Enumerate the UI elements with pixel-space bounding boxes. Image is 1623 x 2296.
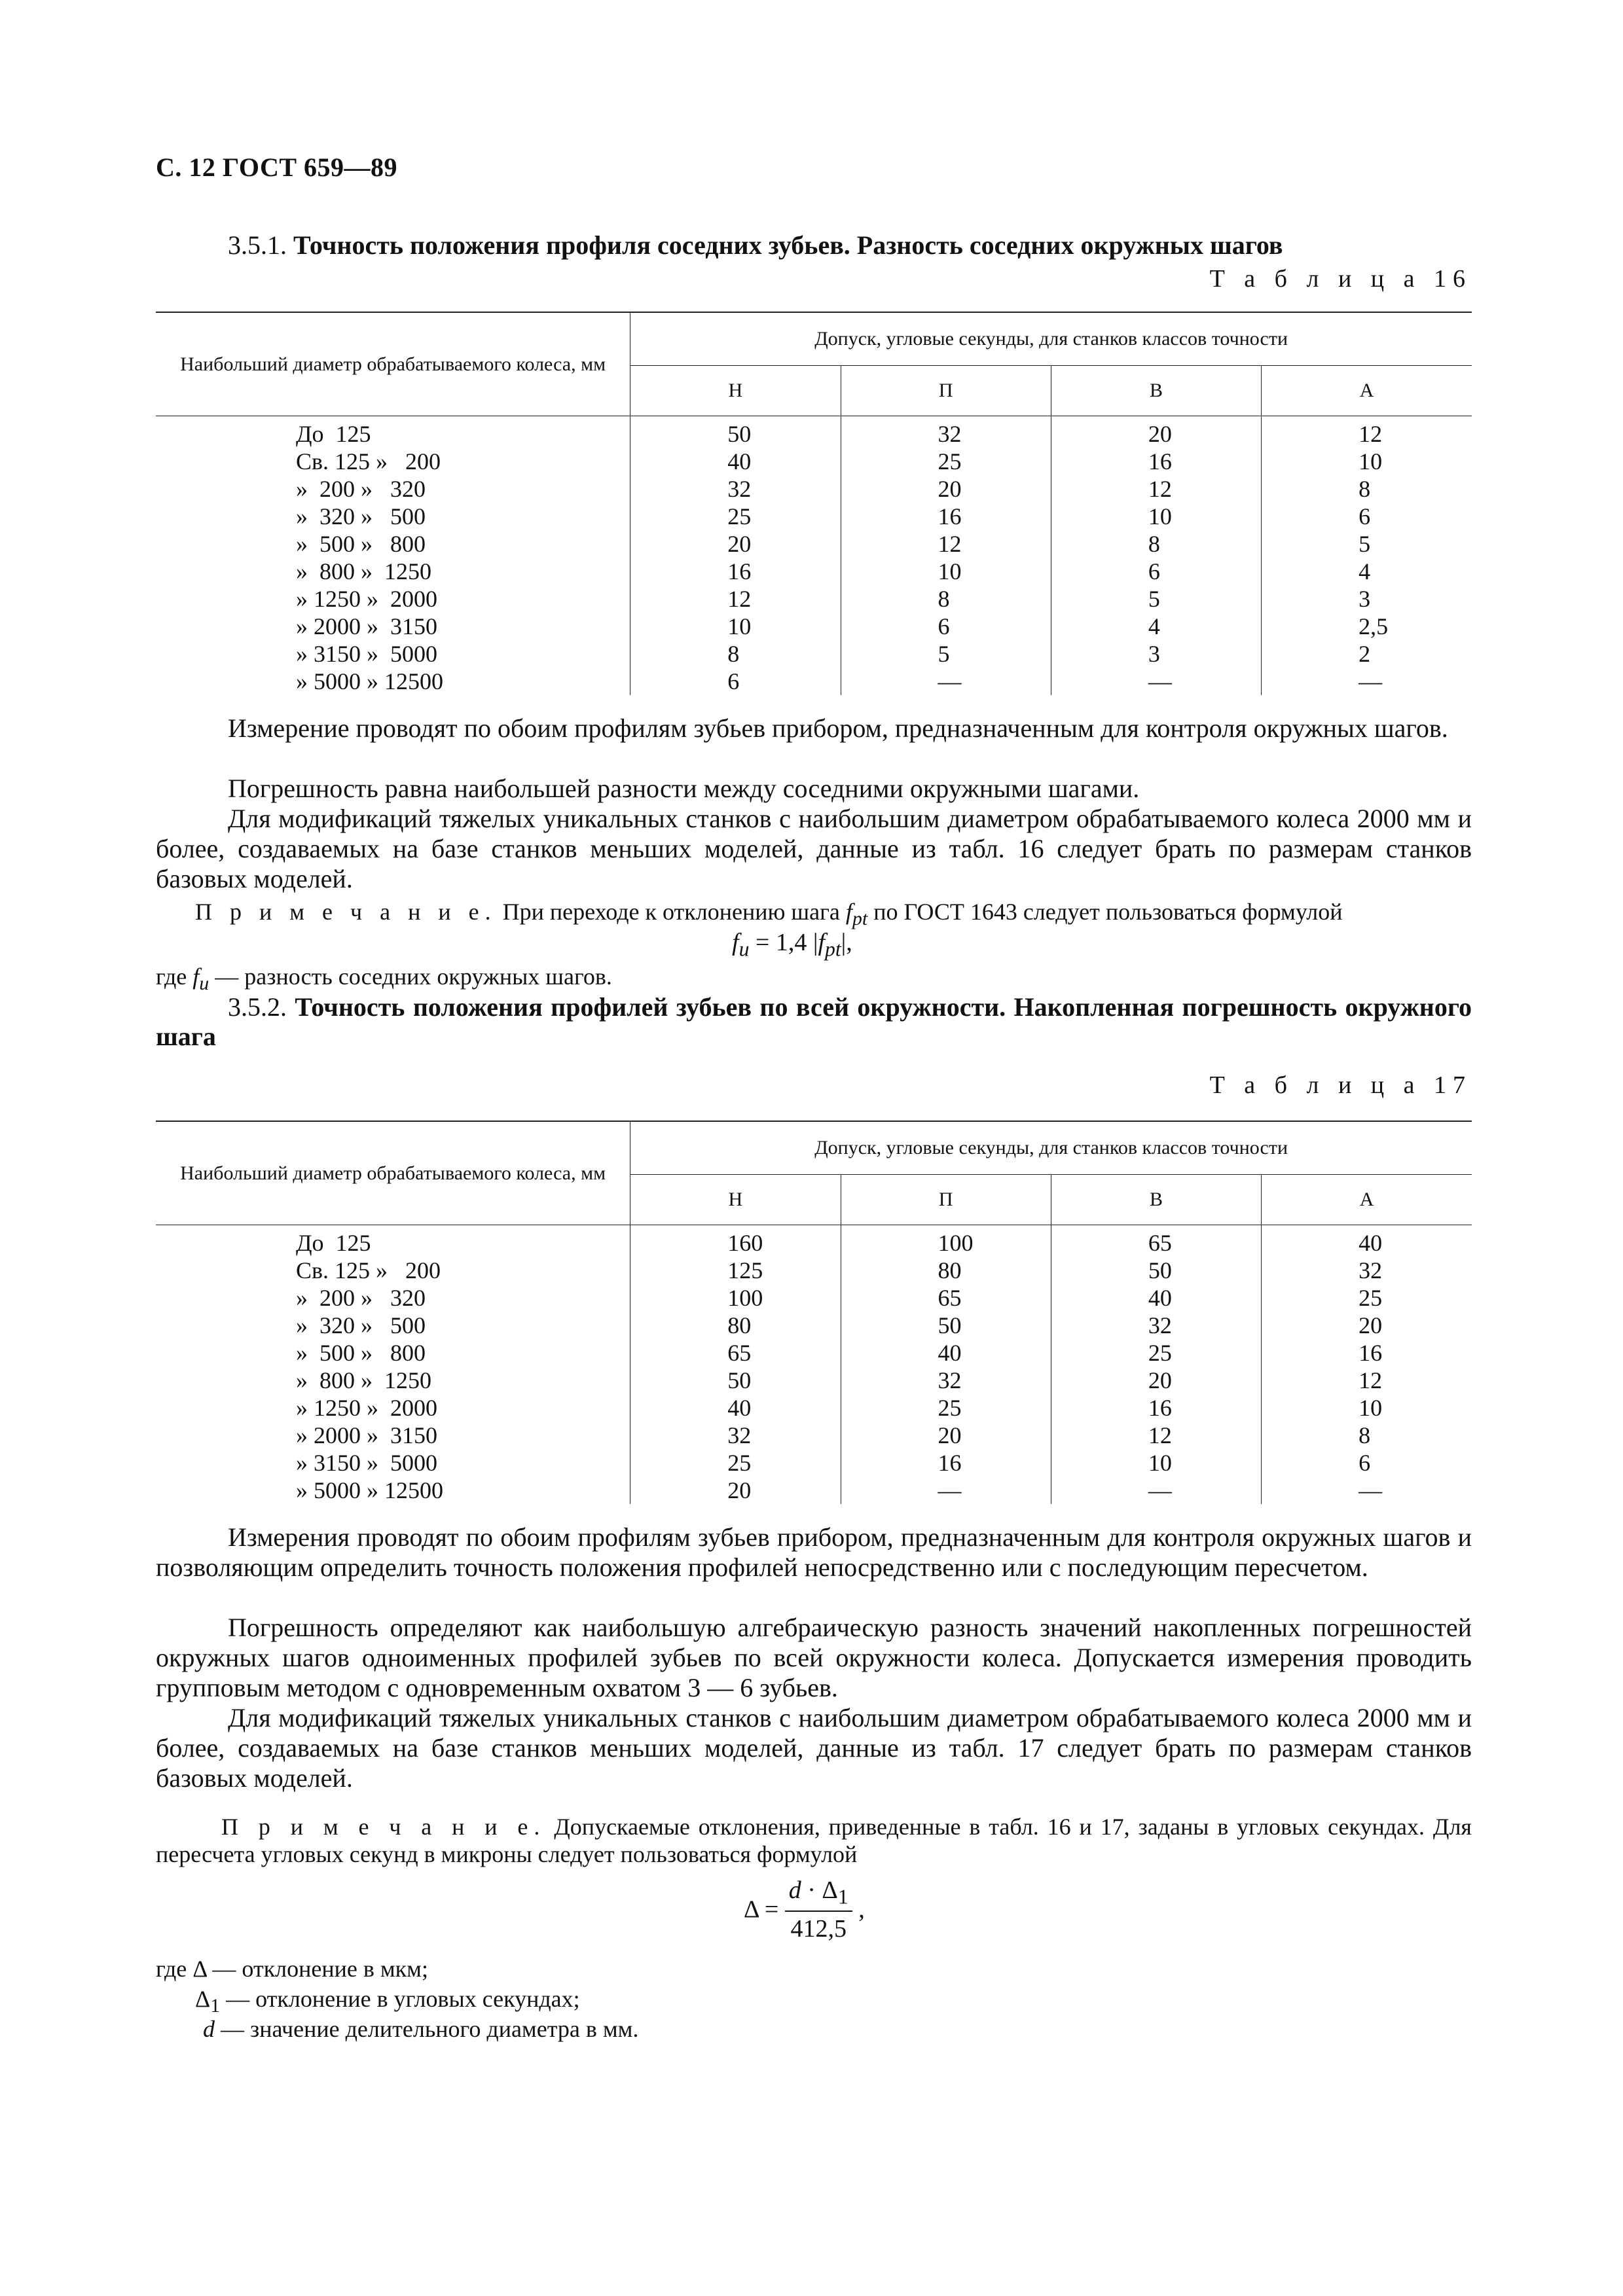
note-17 xyxy=(156,1813,1472,1868)
diameter-cell: Св. 125 » 200 xyxy=(296,1257,441,1283)
value-cell: 10 xyxy=(1051,503,1261,530)
value-cell: 50 xyxy=(1051,1257,1261,1284)
value-cell: — xyxy=(1051,1477,1261,1504)
diameter-cell: » 2000 » 3150 xyxy=(296,1422,437,1448)
subscript: 1 xyxy=(837,1885,848,1909)
value-cell: 8 xyxy=(630,640,841,668)
section-3-5-2-heading xyxy=(156,992,1472,1051)
class-header-n: Н xyxy=(630,366,841,416)
value-cell: 16 xyxy=(841,1449,1051,1477)
value-cell: 10 xyxy=(1051,1449,1261,1477)
value-cell: 100 xyxy=(841,1225,1051,1257)
class-header-v: В xyxy=(1051,366,1261,416)
value-cell: 65 xyxy=(1051,1225,1261,1257)
class-header-a: А xyxy=(1262,1175,1472,1225)
table-row xyxy=(156,585,1472,613)
value-cell: — xyxy=(841,1477,1051,1504)
paragraph: Погрешность определяют как наибольшую алгебраическую разность значений накопленных погрешностей окружных шагов одноименных профилей зубьев по всей окружности колеса. Допускается измерения проводить групповым методом с одновременным охватом 3 — 6 зубьев. xyxy=(156,1613,1472,1702)
legend-delta: где Δ — отклонение в мкм; xyxy=(156,1956,428,1982)
diameter-cell: » 5000 » 12500 xyxy=(296,668,443,694)
table-row xyxy=(156,1449,1472,1477)
value-cell: 20 xyxy=(841,475,1051,503)
value-cell: 10 xyxy=(841,558,1051,585)
value-cell: — xyxy=(1262,668,1472,695)
value-cell: 12 xyxy=(1262,416,1472,448)
table-16-caption: Т а б л и ц а 16 xyxy=(1209,265,1472,293)
class-header-p: П xyxy=(841,1175,1051,1225)
note-text: по ГОСТ 1643 следует пользоваться формулой xyxy=(867,899,1343,925)
table-row xyxy=(156,503,1472,530)
subscript: 1 xyxy=(210,1995,221,2017)
table-16 xyxy=(156,312,1472,695)
value-cell: 4 xyxy=(1262,558,1472,585)
symbol: d xyxy=(788,1876,801,1904)
symbol: Δ xyxy=(195,1986,211,2012)
diameter-cell: До 125 xyxy=(296,1230,371,1256)
symbol: d xyxy=(203,2016,215,2042)
value-cell: 50 xyxy=(630,1367,841,1394)
class-header-n: Н xyxy=(630,1175,841,1225)
value-cell: — xyxy=(841,668,1051,695)
table-row xyxy=(156,1367,1472,1394)
row-header-label: Наибольший диаметр обрабатываемого колеса, мм xyxy=(180,1162,606,1184)
symbol: f xyxy=(845,899,852,925)
paragraph: Для модификаций тяжелых уникальных станков с наибольшим диаметром обрабатываемого колеса 2000 мм и более, создаваемых на базе станков меньших моделей, данные из табл. 17 следует брать по размерам станков базовых моделей. xyxy=(156,1703,1472,1793)
value-cell: 3 xyxy=(1051,640,1261,668)
table-row xyxy=(156,640,1472,668)
value-cell: 8 xyxy=(1262,1422,1472,1449)
note-text: При переходе к отклонению шага xyxy=(496,899,846,925)
section-number: 3.5.1. xyxy=(228,230,287,260)
formula-fu xyxy=(732,928,852,961)
value-cell: 32 xyxy=(630,475,841,503)
value-cell: 20 xyxy=(630,530,841,558)
value-cell: 12 xyxy=(841,530,1051,558)
table-row xyxy=(156,416,1472,448)
value-cell: 12 xyxy=(630,585,841,613)
value-cell: 12 xyxy=(1051,475,1261,503)
value-cell: — xyxy=(1262,1477,1472,1504)
table-16-body xyxy=(156,416,1472,696)
subscript: u xyxy=(739,937,750,961)
paragraph: Для модификаций тяжелых уникальных станков с наибольшим диаметром обрабатываемого колеса 2000 мм и более, создаваемых на базе станков меньших моделей, данные из табл. 16 следует брать по размерам станков базовых моделей. xyxy=(156,804,1472,893)
class-header-a: А xyxy=(1262,366,1472,416)
value-cell: 32 xyxy=(630,1422,841,1449)
value-cell: 50 xyxy=(630,416,841,448)
value-cell: 16 xyxy=(1262,1339,1472,1367)
numerator xyxy=(785,1876,852,1912)
value-cell: 10 xyxy=(630,613,841,640)
table-row xyxy=(156,1394,1472,1422)
diameter-cell: » 800 » 1250 xyxy=(296,1367,431,1393)
table-row xyxy=(156,530,1472,558)
legend-d xyxy=(203,2015,638,2043)
diameter-cell: » 320 » 500 xyxy=(296,1312,426,1338)
table-16-group-header: Допуск, угловые секунды, для станков классов точности xyxy=(630,312,1472,366)
value-cell: 100 xyxy=(630,1284,841,1312)
formula-text: , xyxy=(852,1895,865,1924)
value-cell: 12 xyxy=(1262,1367,1472,1394)
value-cell: 6 xyxy=(841,613,1051,640)
value-cell: 40 xyxy=(630,448,841,475)
row-header-label: Наибольший диаметр обрабатываемого колеса, мм xyxy=(180,353,606,375)
formula-text: · Δ xyxy=(801,1876,838,1904)
paragraph: Погрешность равна наибольшей разности между соседними окружными шагами. xyxy=(228,774,1140,803)
value-cell: 65 xyxy=(630,1339,841,1367)
diameter-cell: » 3150 » 5000 xyxy=(296,1450,437,1476)
value-cell: 65 xyxy=(841,1284,1051,1312)
value-cell: 32 xyxy=(841,416,1051,448)
diameter-cell: » 2000 » 3150 xyxy=(296,613,437,639)
note-text: Допускаемые отклонения, приведенные в табл. 16 и 17, заданы в угловых секундах. Для пересчета угловых секунд в микроны следует пользоваться формулой xyxy=(156,1814,1472,1867)
value-cell: 20 xyxy=(1262,1312,1472,1339)
diameter-cell: » 1250 » 2000 xyxy=(296,586,437,612)
value-cell: 16 xyxy=(841,503,1051,530)
value-cell: 8 xyxy=(1051,530,1261,558)
table-row xyxy=(156,668,1472,695)
fraction xyxy=(785,1876,852,1943)
table-17-caption: Т а б л и ц а 17 xyxy=(1209,1071,1472,1099)
value-cell: 40 xyxy=(1262,1225,1472,1257)
value-cell: 20 xyxy=(841,1422,1051,1449)
value-cell: 10 xyxy=(1262,448,1472,475)
subscript: u xyxy=(199,973,210,995)
value-cell: 16 xyxy=(630,558,841,585)
section-title: Точность положения профилей зубьев по всей окружности. Накопленная погрешность окружного шага xyxy=(156,992,1472,1051)
diameter-cell: » 500 » 800 xyxy=(296,531,426,557)
diameter-cell: » 3150 » 5000 xyxy=(296,641,437,667)
value-cell: 5 xyxy=(1051,585,1261,613)
paragraph: Измерения проводят по обоим профилям зубьев прибором, предназначенным для контроля окружных шагов и позволяющим определить точность положения профилей непосредственно или с последующим пересчетом. xyxy=(156,1522,1472,1582)
note-label: П р и м е ч а н и е. xyxy=(221,1814,546,1840)
table-row xyxy=(156,1284,1472,1312)
value-cell: 8 xyxy=(1262,475,1472,503)
value-cell: 32 xyxy=(1262,1257,1472,1284)
value-cell: 160 xyxy=(630,1225,841,1257)
section-title: Точность положения профиля соседних зубьев. Разность соседних окружных шагов xyxy=(293,230,1283,260)
legend-text: где xyxy=(156,963,193,990)
table-row xyxy=(156,475,1472,503)
value-cell: 6 xyxy=(630,668,841,695)
value-cell: 6 xyxy=(1262,1449,1472,1477)
legend-text: — разность соседних окружных шагов. xyxy=(209,963,612,990)
value-cell: 8 xyxy=(841,585,1051,613)
diameter-cell: » 500 » 800 xyxy=(296,1340,426,1366)
value-cell: 5 xyxy=(841,640,1051,668)
section-number: 3.5.2. xyxy=(228,992,287,1022)
section-3-5-1-heading xyxy=(156,230,1472,260)
diameter-cell: Св. 125 » 200 xyxy=(296,448,441,475)
table-row xyxy=(156,448,1472,475)
table-row xyxy=(156,1477,1472,1504)
value-cell: 80 xyxy=(630,1312,841,1339)
value-cell: 80 xyxy=(841,1257,1051,1284)
symbol: f xyxy=(732,929,739,956)
table-17-group-header: Допуск, угловые секунды, для станков классов точности xyxy=(630,1121,1472,1175)
value-cell: 32 xyxy=(1051,1312,1261,1339)
value-cell: 25 xyxy=(1051,1339,1261,1367)
value-cell: 6 xyxy=(1262,503,1472,530)
value-cell: 32 xyxy=(841,1367,1051,1394)
page-header: С. 12 ГОСТ 659—89 xyxy=(156,152,398,182)
legend-text: — значение делительного диаметра в мм. xyxy=(215,2016,639,2042)
class-header-v: В xyxy=(1051,1175,1261,1225)
table-row xyxy=(156,1225,1472,1257)
value-cell: 40 xyxy=(841,1339,1051,1367)
subscript: pt xyxy=(852,908,868,930)
class-header-p: П xyxy=(841,366,1051,416)
diameter-cell: » 1250 » 2000 xyxy=(296,1395,437,1421)
subscript: pt xyxy=(825,937,841,961)
value-cell: 20 xyxy=(630,1477,841,1504)
table-17-body xyxy=(156,1225,1472,1505)
symbol: f xyxy=(818,929,825,956)
formula-lhs: Δ = xyxy=(744,1895,779,1924)
value-cell: 3 xyxy=(1262,585,1472,613)
symbol: f xyxy=(192,963,200,990)
table-row xyxy=(156,1257,1472,1284)
table-row xyxy=(156,613,1472,640)
value-cell: 16 xyxy=(1051,448,1261,475)
formula-text: |, xyxy=(841,929,852,956)
diameter-cell: » 200 » 320 xyxy=(296,1285,426,1311)
value-cell: 40 xyxy=(630,1394,841,1422)
value-cell: 12 xyxy=(1051,1422,1261,1449)
value-cell: 25 xyxy=(841,448,1051,475)
value-cell: 5 xyxy=(1262,530,1472,558)
value-cell: 40 xyxy=(1051,1284,1261,1312)
table-row xyxy=(156,1339,1472,1367)
value-cell: 10 xyxy=(1262,1394,1472,1422)
value-cell: 25 xyxy=(630,503,841,530)
diameter-cell: » 800 » 1250 xyxy=(296,558,431,584)
value-cell: 2,5 xyxy=(1262,613,1472,640)
denominator: 412,5 xyxy=(790,1914,847,1943)
value-cell: 2 xyxy=(1262,640,1472,668)
diameter-cell: » 5000 » 12500 xyxy=(296,1477,443,1503)
value-cell: 50 xyxy=(841,1312,1051,1339)
table-17-row-header xyxy=(156,1121,630,1225)
formula-delta xyxy=(744,1876,865,1943)
table-row xyxy=(156,558,1472,585)
table-16-row-header xyxy=(156,312,630,416)
value-cell: 20 xyxy=(1051,416,1261,448)
diameter-cell: » 320 » 500 xyxy=(296,503,426,529)
value-cell: — xyxy=(1051,668,1261,695)
value-cell: 6 xyxy=(1051,558,1261,585)
value-cell: 125 xyxy=(630,1257,841,1284)
diameter-cell: » 200 » 320 xyxy=(296,476,426,502)
table-17 xyxy=(156,1121,1472,1504)
value-cell: 20 xyxy=(1051,1367,1261,1394)
diameter-cell: До 125 xyxy=(296,421,371,447)
note-label: П р и м е ч а н и е. xyxy=(195,899,497,925)
table-row xyxy=(156,1422,1472,1449)
value-cell: 16 xyxy=(1051,1394,1261,1422)
paragraph: Измерение проводят по обоим профилям зубьев прибором, предназначенным для контроля окружных шагов. xyxy=(228,713,1448,743)
formula-text: = 1,4 | xyxy=(749,929,818,956)
legend-text: — отклонение в угловых секундах; xyxy=(220,1986,580,2012)
value-cell: 4 xyxy=(1051,613,1261,640)
table-row xyxy=(156,1312,1472,1339)
value-cell: 25 xyxy=(841,1394,1051,1422)
value-cell: 25 xyxy=(1262,1284,1472,1312)
value-cell: 25 xyxy=(630,1449,841,1477)
